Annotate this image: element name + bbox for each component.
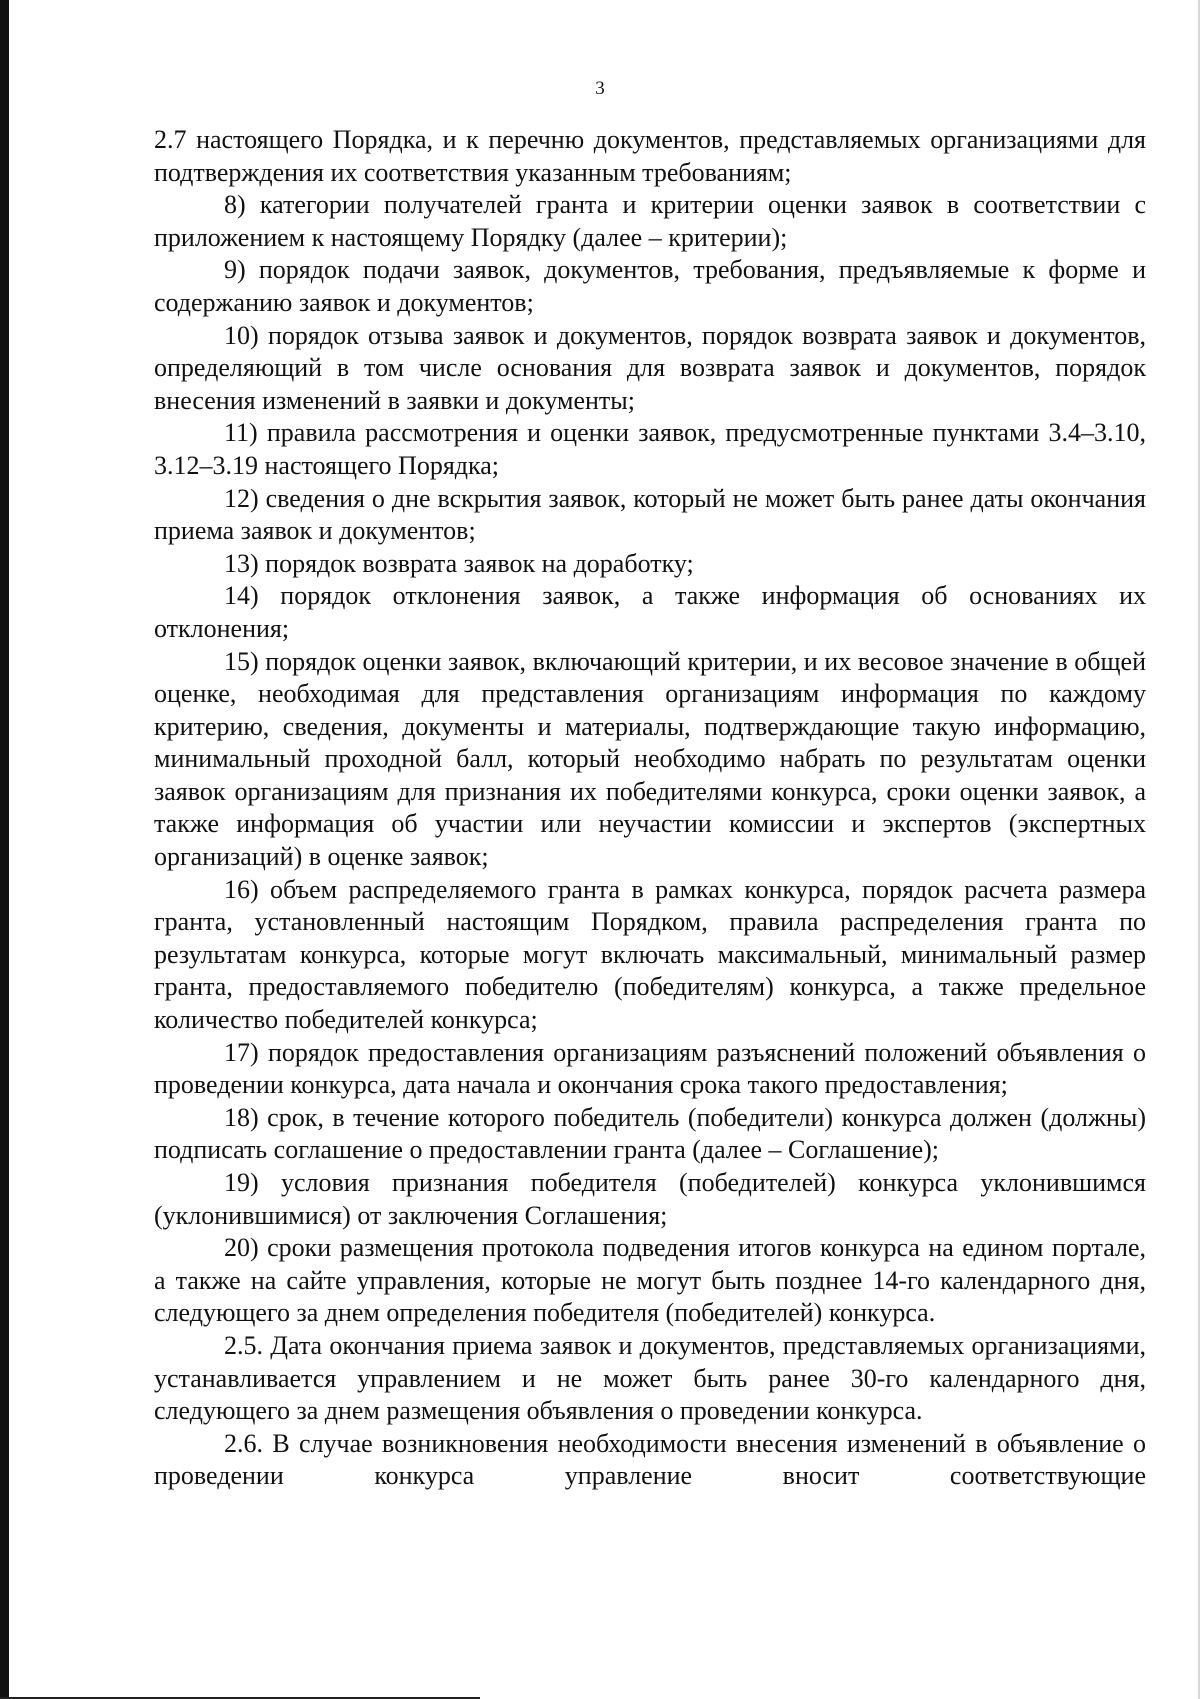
list-item-14: 14) порядок отклонения заявок, а также информация об основаниях их отклонения; [154,581,1146,643]
list-item-9: 9) порядок подачи заявок, документов, требования, предъявляемые к форме и содержанию заявок и документов; [154,255,1146,317]
clause-2-5: 2.5. Дата окончания приема заявок и документов, представляемых организациями, устанавливается управлением и не может быть ранее 30-го календарного дня, следующего за днем размещения объявления о проведении конкурса. [154,1330,1146,1426]
list-item-10: 10) порядок отзыва заявок и документов, порядок возврата заявок и документов, определяющий в том числе основания для возврата заявок и документов, порядок внесения изменений в заявки и документы; [154,320,1146,415]
list-item-11: 11) правила рассмотрения и оценки заявок, предусмотренные пунктами 3.4–3.10, 3.12–3.19 настоящего Порядка; [154,418,1146,480]
list-item-8: 8) категории получателей гранта и критерии оценки заявок в соответствии с приложением к настоящему Порядку (далее – критерии); [154,190,1146,252]
list-item-15: 15) порядок оценки заявок, включающий критерии, и их весовое значение в общей оценке, необходимая для представления организациям информация по каждому критерию, сведения, документы и материалы, подтверждающие такую информацию, минимальный проходной балл, который необходимо набрать по результатам оценки заявок организациям для признания их победителями конкурса, сроки оценки заявок, а также информация об участии или неучастии комиссии и экспертов (экспертных организаций) в оценке заявок; [154,646,1146,872]
document-body [154,124,1146,1493]
list-item-13: 13) порядок возврата заявок на доработку; [224,548,694,578]
clause-2-6: 2.6. В случае возникновения необходимости внесения изменений в объявление о проведении конкурса управление вносит соответствующие [154,1428,1146,1491]
page-number: 3 [595,78,605,99]
list-item-20: 20) сроки размещения протокола подведения итогов конкурса на едином портале, а также на сайте управления, которые не могут быть позднее 14-го календарного дня, следующего за днем определения победителя (победителей) конкурса. [154,1233,1146,1328]
list-item-16: 16) объем распределяемого гранта в рамках конкурса, порядок расчета размера гранта, установленный настоящим Порядком, правила распределения гранта по результатам конкурса, которые могут включать максимальный, минимальный размер гранта, предоставляемого победителю (победителям) конкурса, а также предельное количество победителей конкурса; [154,874,1146,1035]
list-item-18: 18) срок, в течение которого победитель (победители) конкурса должен (должны) подписать соглашение о предоставлении гранта (далее – Соглашение); [154,1102,1146,1165]
paragraph-continuation: 2.7 настоящего Порядка, и к перечню документов, представляемых организациями для подтверждения их соответствия указанным требованиям; [154,125,1146,187]
list-item-12: 12) сведения о дне вскрытия заявок, который не может быть ранее даты окончания приема заявок и документов; [154,483,1146,546]
scan-edge-left [0,0,9,1699]
list-item-19: 19) условия признания победителя (победителей) конкурса уклонившимся (уклонившимися) от заключения Соглашения; [154,1168,1146,1230]
list-item-17: 17) порядок предоставления организациям разъяснений положений объявления о проведении конкурса, дата начала и окончания срока такого предоставления; [154,1037,1146,1100]
